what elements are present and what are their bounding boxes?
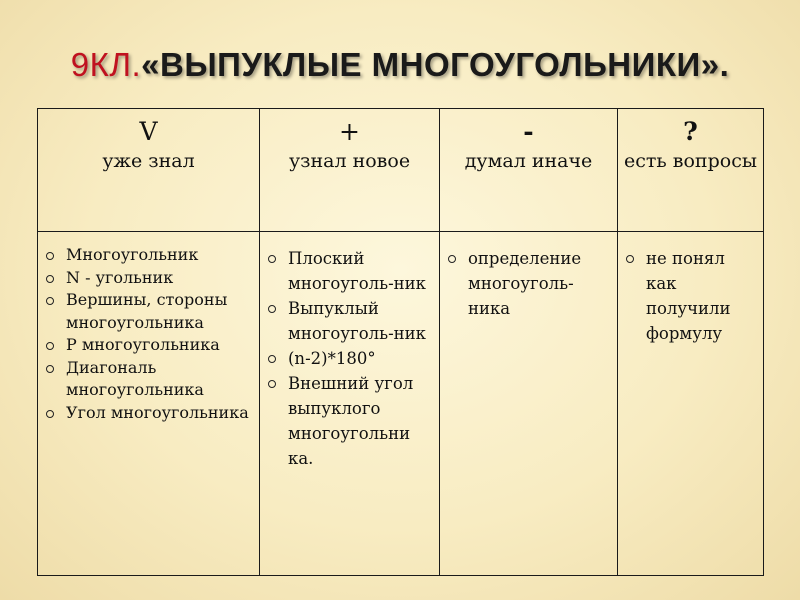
cell-different — [440, 232, 618, 576]
list-known — [40, 244, 255, 424]
list-item: Диагональ многоугольника — [40, 357, 255, 402]
list-item: (n-2)*180° — [262, 346, 435, 371]
header-new-symbol: + — [339, 117, 360, 146]
header-different-symbol: - — [523, 117, 534, 146]
list-item: не понял как получили формулу — [620, 246, 759, 346]
list-item: Плоский многоуголь-ник — [262, 246, 435, 296]
header-new-label: узнал новое — [288, 150, 411, 172]
header-questions — [618, 109, 764, 232]
list-item: Вершины, стороны многоугольника — [40, 289, 255, 334]
list-item: Многоугольник — [40, 244, 255, 267]
list-questions — [620, 246, 759, 346]
cell-known — [38, 232, 260, 576]
header-known-symbol: V — [139, 117, 158, 146]
list-item: определение многоуголь-ника — [442, 246, 613, 321]
header-different-label: думал иначе — [464, 150, 593, 172]
header-questions-symbol: ? — [683, 117, 698, 146]
list-item: Внешний угол выпуклого многоугольни ка. — [262, 371, 435, 471]
header-new — [260, 109, 440, 232]
list-item: Угол многоугольника — [40, 402, 255, 425]
title-main: «ВЫПУКЛЫЕ МНОГОУГОЛЬНИКИ». — [141, 46, 730, 83]
header-row — [38, 109, 764, 232]
kwl-table — [37, 108, 764, 576]
list-different — [442, 246, 613, 321]
cell-questions — [618, 232, 764, 576]
list-item: N - угольник — [40, 267, 255, 290]
list-item: Р многоугольника — [40, 334, 255, 357]
title-prefix: 9КЛ. — [70, 46, 142, 83]
header-questions-label: есть вопросы — [624, 150, 757, 172]
header-known-label: уже знал — [102, 150, 195, 172]
slide-title — [0, 46, 800, 84]
list-new — [262, 246, 435, 471]
header-different — [440, 109, 618, 232]
list-item: Выпуклый многоуголь-ник — [262, 296, 435, 346]
cell-new — [260, 232, 440, 576]
header-known — [38, 109, 260, 232]
content-row — [38, 232, 764, 576]
